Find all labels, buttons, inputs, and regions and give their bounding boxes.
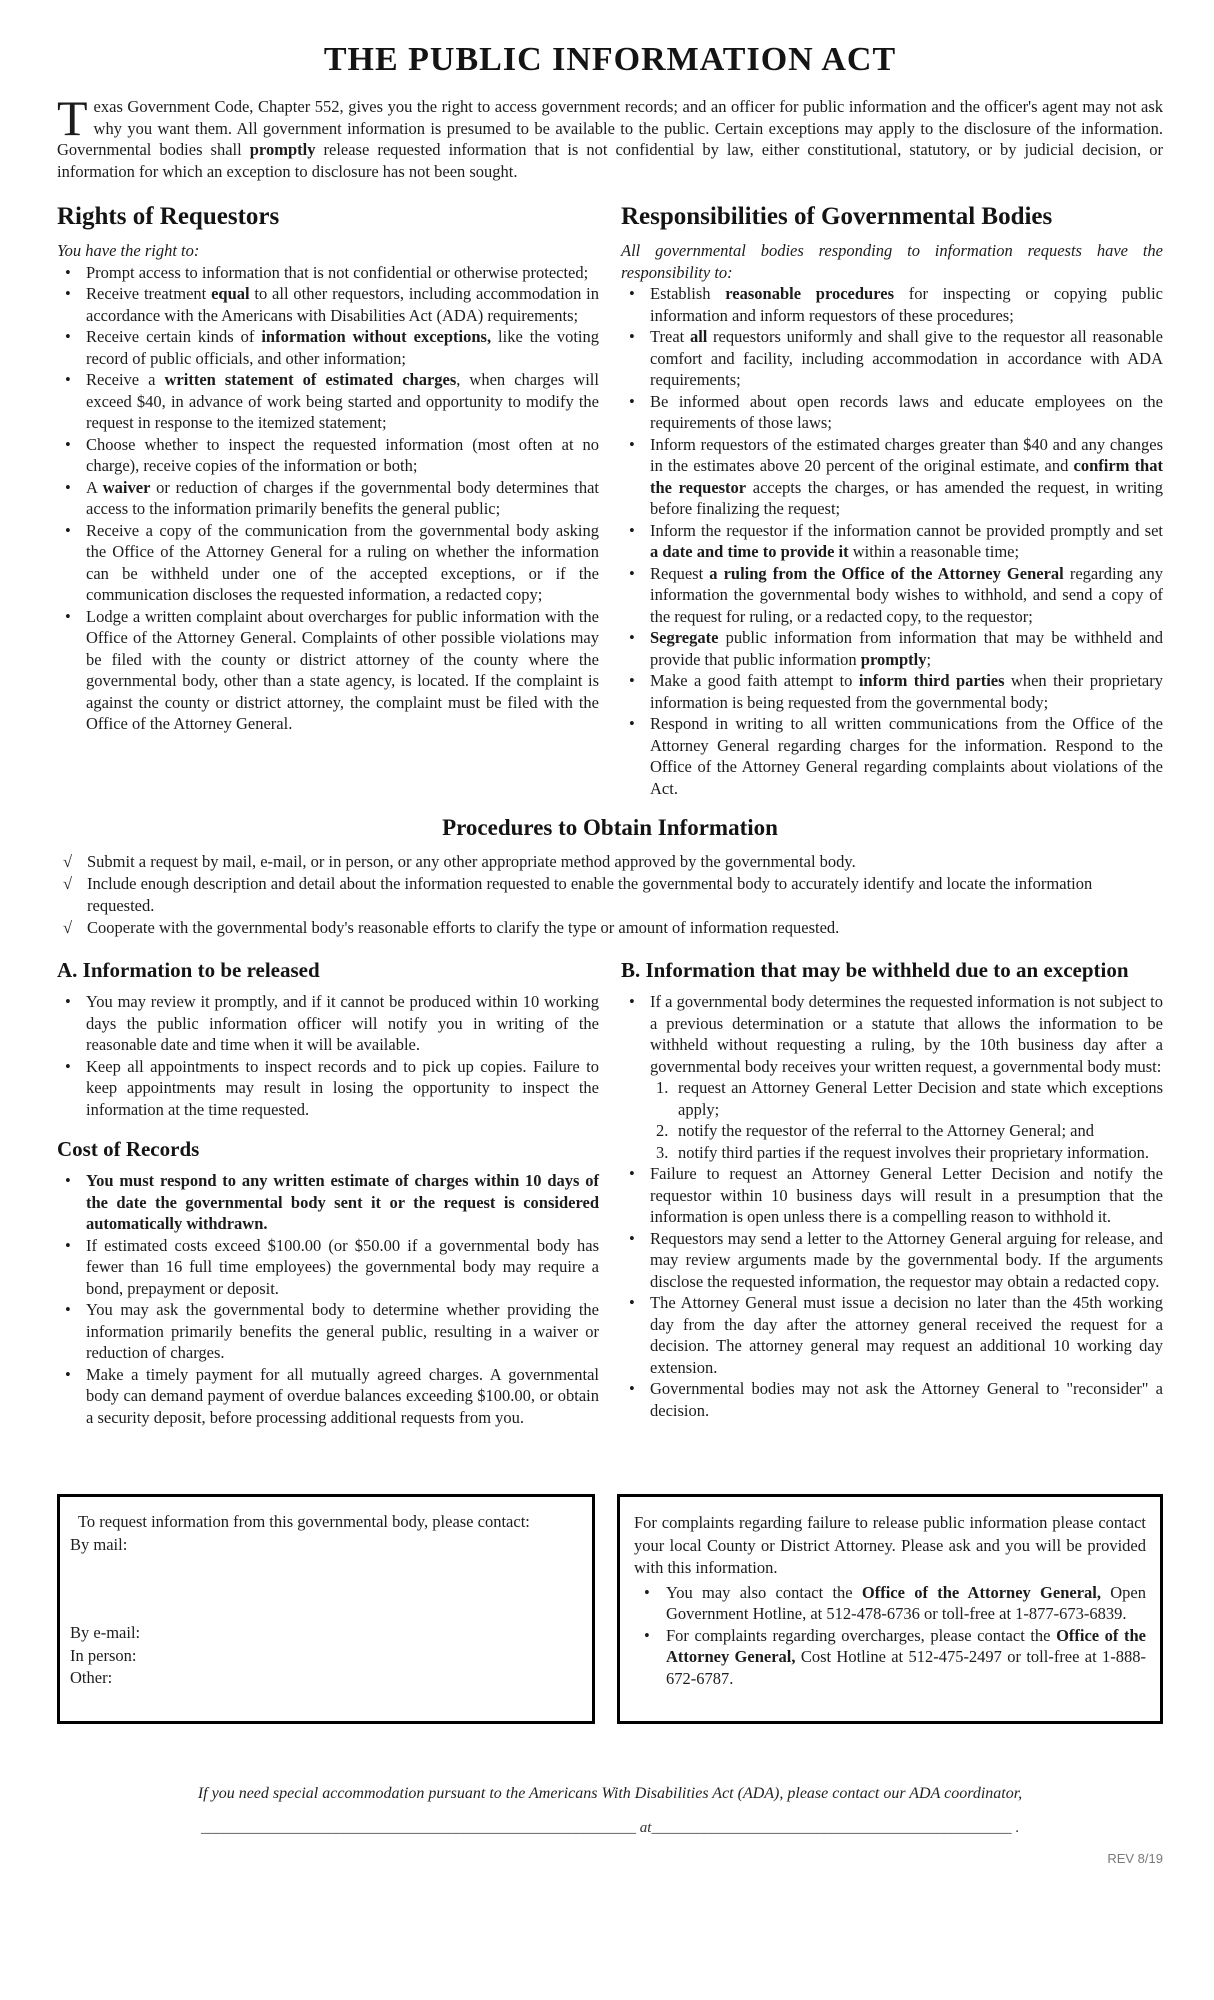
list-item — [621, 1228, 1163, 1293]
section-b-heading: B. Information that may be withheld due to an exception — [621, 958, 1129, 982]
list-item — [621, 563, 1163, 628]
bullet-icon: • — [65, 1300, 71, 1319]
list-item-text: Inform requestors of the estimated charges greater than $40 and any changes in the estimates above 20 percent of the original estimate, and confirm that the requestor accepts the charges, or has amended the request, in writing before finalizing the request; — [650, 434, 1163, 518]
bullet-icon: • — [65, 477, 71, 497]
section-a-list — [57, 991, 599, 1120]
revision-label: REV 8/19 — [1107, 1851, 1163, 1866]
list-item-text: You may ask the governmental body to determine whether providing the information primarily benefits the general public, resulting in a waiver or reduction of charges. — [86, 1300, 599, 1362]
two-column-section-top — [57, 202, 1163, 799]
list-item — [57, 1056, 599, 1121]
bullet-icon: • — [65, 1235, 71, 1255]
list-item-text: You may review it promptly, and if it cannot be produced within 10 working days the public information officer will notify you in writing of the reasonable date and time when it will be available. — [86, 992, 599, 1054]
list-item-text: Cooperate with the governmental body's reasonable efforts to clarify the type or amount of information requested. — [87, 918, 840, 937]
responsibilities-heading: Responsibilities of Governmental Bodies — [621, 203, 1053, 230]
section-a — [57, 957, 599, 1428]
complaints-box-intro: For complaints regarding failure to release public information please contact your local County or District Attorney. Please ask and you will be provided with this information. — [634, 1513, 1146, 1577]
bullet-icon: • — [65, 1171, 71, 1190]
by-mail-label: By mail: — [70, 1534, 128, 1554]
list-item — [57, 477, 599, 520]
bullet-icon: • — [65, 262, 71, 282]
list-item-text: You may also contact the Office of the Attorney General, Open Government Hotline, at 512-478-6736 or toll-free at 1-877-673-6839. — [666, 1582, 1146, 1623]
list-item-text: Failure to request an Attorney General Letter Decision and notify the requestor within 10 business days will result in a presumption that the information is open unless there is a compelling reason to withhold it. — [650, 1164, 1163, 1226]
bullet-icon: • — [65, 606, 71, 626]
list-item-text: Receive a copy of the communication from the governmental body asking the Office of the Attorney General for a ruling on whether the information can be withheld under one of the accepted exceptions, or if the communication discloses the requested information, a redacted copy; — [86, 520, 599, 604]
number-label: 2. — [656, 1121, 669, 1140]
list-item — [57, 283, 599, 326]
number-label: 1. — [656, 1078, 669, 1097]
section-b-list — [621, 991, 1163, 1421]
rights-heading: Rights of Requestors — [57, 203, 280, 230]
section-a-heading: A. Information to be released — [57, 958, 320, 982]
list-item — [57, 991, 599, 1056]
list-item — [621, 520, 1163, 563]
at-label: at — [636, 1820, 652, 1836]
period: . — [1011, 1820, 1019, 1836]
responsibilities-section — [621, 202, 1163, 799]
list-item-text: A waiver or reduction of charges if the governmental body determines that access to the information primarily benefits the general public; — [86, 477, 599, 518]
list-item — [63, 851, 1163, 873]
bullet-icon: • — [65, 370, 71, 389]
list-item — [57, 1299, 599, 1364]
section-b-sublist — [656, 1077, 1163, 1163]
ada-accommodation-note: If you need special accommodation pursuant to the Americans With Disabilities Act (ADA), please contact our ADA coordinator, — [197, 1785, 1023, 1802]
list-item — [621, 434, 1163, 520]
bullet-icon: • — [65, 1364, 71, 1384]
responsibilities-list — [621, 283, 1163, 799]
other-label: Other: — [70, 1668, 113, 1687]
list-item-text: Keep all appointments to inspect records and to pick up copies. Failure to keep appointments may result in losing the opportunity to inspect the information at the time requested. — [86, 1056, 599, 1119]
list-item — [57, 1364, 599, 1429]
list-item — [57, 1170, 599, 1235]
page-title: THE PUBLIC INFORMATION ACT — [323, 41, 897, 78]
check-icon: √ — [63, 918, 73, 937]
list-item — [63, 917, 1163, 939]
in-person-label: In person: — [70, 1645, 137, 1665]
bullet-icon: • — [644, 1625, 650, 1645]
list-item-text: notify the requestor of the referral to the Attorney General; and — [678, 1121, 1095, 1140]
cost-of-records-heading: Cost of Records — [57, 1137, 200, 1161]
dropcap-letter: T — [57, 90, 88, 146]
bullet-icon: • — [629, 992, 635, 1011]
procedures-heading: Procedures to Obtain Information — [442, 815, 778, 840]
bullet-icon: • — [644, 1582, 650, 1602]
list-item-text: Respond in writing to all written communications from the Office of the Attorney General regarding charges for the information. Respond to the Office of the Attorney General regarding complaints about violations of the Act. — [650, 714, 1163, 798]
list-item — [57, 262, 599, 284]
bullet-icon: • — [629, 1228, 635, 1248]
bullet-icon: • — [629, 391, 635, 411]
list-item-text: Lodge a written complaint about overcharges for public information with the Office of the Attorney General. Complaints of other possible violations may be filed with the county or district attorney of the county where the governmental body, other than a state agency, is located. If the complaint is against the county or district attorney, the complaint must be filed with the Office of the Attorney General. — [86, 606, 599, 733]
bullet-icon: • — [629, 1293, 635, 1312]
list-item-text: Choose whether to inspect the requested information (most often at no charge), receive copies of the information or both; — [86, 434, 599, 475]
list-item — [621, 283, 1163, 326]
list-item — [57, 520, 599, 606]
bullet-icon: • — [629, 1379, 635, 1398]
contact-boxes-row — [57, 1494, 1163, 1724]
list-item — [656, 1142, 1163, 1164]
list-item-text: For complaints regarding overcharges, please contact the Office of the Attorney General, Cost Hotline at 512-475-2497 or toll-free at 1-888-672-6787. — [666, 1625, 1146, 1688]
list-item — [57, 326, 599, 369]
list-item-text: Receive treatment equal to all other requestors, including accommodation in accordance with the Americans with Disabilities Act (ADA) requirements; — [86, 284, 600, 325]
list-item-text: Receive a written statement of estimated charges, when charges will exceed $40, in advance of work being started and opportunity to modify the request in response to the itemized statement; — [86, 370, 599, 432]
list-item — [621, 991, 1163, 1163]
cost-of-records-list — [57, 1170, 599, 1428]
complaints-box — [617, 1494, 1163, 1724]
list-item-text: Inform the requestor if the information cannot be provided promptly and set a date and time to provide it within a reasonable time; — [650, 520, 1163, 561]
list-item-text: Establish reasonable procedures for inspecting or copying public information and inform requestors of these procedures; — [650, 284, 1163, 325]
list-item-text: Include enough description and detail about the information requested to enable the governmental body to accurately identify and locate the information requested. — [87, 874, 1093, 915]
list-item — [621, 391, 1163, 434]
list-item — [57, 434, 599, 477]
list-item — [621, 1292, 1163, 1378]
list-item-text: Make a timely payment for all mutually agreed charges. A governmental body can demand payment of overdue balances exceeding $100.00, or obtain a security deposit, before processing additional requests from you. — [86, 1364, 599, 1427]
list-item — [621, 670, 1163, 713]
list-item-text: The Attorney General must issue a decision no later than the 45th working day from the day after the attorney general received the request for a decision. The attorney general may request an additional 10 working day extension. — [650, 1293, 1163, 1377]
request-contact-box — [57, 1494, 595, 1724]
list-item — [656, 1077, 1163, 1120]
list-item-text: Be informed about open records laws and educate employees on the requirements of those laws; — [650, 391, 1163, 432]
list-item-text: Segregate public information from information that may be withheld and provide that public information promptly; — [650, 628, 1163, 669]
list-item — [621, 326, 1163, 391]
list-item — [634, 1582, 1146, 1625]
list-item — [634, 1625, 1146, 1690]
two-column-section-bottom — [57, 957, 1163, 1428]
list-item — [57, 606, 599, 735]
bullet-icon: • — [629, 671, 635, 690]
bullet-icon: • — [629, 628, 635, 647]
list-item-text: Governmental bodies may not ask the Attorney General to "reconsider" a decision. — [650, 1379, 1163, 1420]
list-item-text: Make a good faith attempt to inform third parties when their proprietary information is being requested from the governmental body; — [650, 671, 1163, 712]
bullet-icon: • — [629, 1164, 635, 1183]
procedures-list — [63, 851, 1163, 939]
rights-lead: You have the right to: — [57, 241, 200, 260]
complaints-list — [634, 1582, 1146, 1690]
list-item — [57, 1235, 599, 1300]
bullet-icon: • — [65, 992, 71, 1011]
list-item-text: Receive certain kinds of information without exceptions, like the voting record of public officials, and other information; — [86, 327, 599, 368]
contact-box-intro: To request information from this governmental body, please contact: — [78, 1512, 530, 1531]
bullet-icon: • — [65, 284, 71, 303]
bullet-icon: • — [629, 563, 635, 583]
fill-in-line — [57, 1820, 1163, 1837]
list-item — [57, 369, 599, 434]
list-item-text: Prompt access to information that is not confidential or otherwise protected; — [86, 262, 589, 282]
rights-section — [57, 202, 599, 799]
blank-field-contact: ________________________________________________ — [651, 1820, 1012, 1836]
intro-text: exas Government Code, Chapter 552, gives you the right to access government records; and an officer for public information and the officer's agent may not ask why you want them. All government information is presumed to be available to the public. Certain exceptions may apply to the disclosure of the information. Governmental bodies shall promptly release requested information that is not confidential by law, either constitutional, statutory, or by judicial decision, or information for which an exception to disclosure has not been sought. — [57, 97, 1163, 181]
list-item — [621, 627, 1163, 670]
rights-list — [57, 262, 599, 735]
list-item — [621, 713, 1163, 799]
list-item-text: If a governmental body determines the requested information is not subject to a previous determination or a statute that allows the information to be withheld without requesting a ruling, by the 10th business day after a governmental body receives your written request, a governmental body must: — [650, 992, 1163, 1076]
bullet-icon: • — [629, 714, 635, 733]
bullet-icon: • — [65, 434, 71, 454]
intro-paragraph — [57, 90, 1163, 182]
list-item-text: Treat all requestors uniformly and shall give to the requestor all reasonable comfort and facility, including accommodation in accordance with ADA requirements; — [650, 327, 1163, 389]
list-item-text: You must respond to any written estimate of charges within 10 days of the date the governmental body sent it or the request is considered automatically withdrawn. — [86, 1171, 599, 1233]
bullet-icon: • — [65, 327, 71, 346]
list-item-text: notify third parties if the request involves their proprietary information. — [678, 1142, 1150, 1162]
bullet-icon: • — [629, 434, 635, 454]
bullet-icon: • — [65, 520, 71, 540]
list-item-text: Requestors may send a letter to the Attorney General arguing for release, and may review arguments made by the governmental body. If the arguments disclose the requested information, the requestor may obtain a redacted copy. — [650, 1228, 1163, 1291]
responsibilities-lead: All governmental bodies responding to information requests have the responsibility to: — [621, 241, 1163, 282]
blank-field-coordinator: __________________________________________________________ — [201, 1820, 637, 1836]
check-icon: √ — [63, 874, 73, 893]
list-item-text: Request a ruling from the Office of the Attorney General regarding any information the governmental body wishes to withhold, and send a copy of the request for ruling, or a redacted copy, to the requestor; — [650, 563, 1163, 626]
bullet-icon: • — [629, 327, 635, 346]
list-item — [63, 873, 1163, 917]
list-item-text: request an Attorney General Letter Decision and state which exceptions apply; — [678, 1078, 1163, 1119]
list-item — [621, 1378, 1163, 1421]
list-item — [656, 1120, 1163, 1142]
bullet-icon: • — [65, 1056, 71, 1076]
check-icon: √ — [63, 852, 73, 871]
by-email-label: By e-mail: — [70, 1623, 141, 1642]
list-item — [621, 1163, 1163, 1228]
list-item-text: If estimated costs exceed $100.00 (or $50.00 if a governmental body has fewer than 16 full time employees) the governmental body may require a bond, prepayment or deposit. — [86, 1235, 599, 1298]
bullet-icon: • — [629, 284, 635, 303]
number-label: 3. — [656, 1142, 669, 1162]
list-item-text: Submit a request by mail, e-mail, or in person, or any other appropriate method approved by the governmental body. — [87, 852, 856, 871]
section-b — [621, 957, 1163, 1428]
bullet-icon: • — [629, 520, 635, 540]
